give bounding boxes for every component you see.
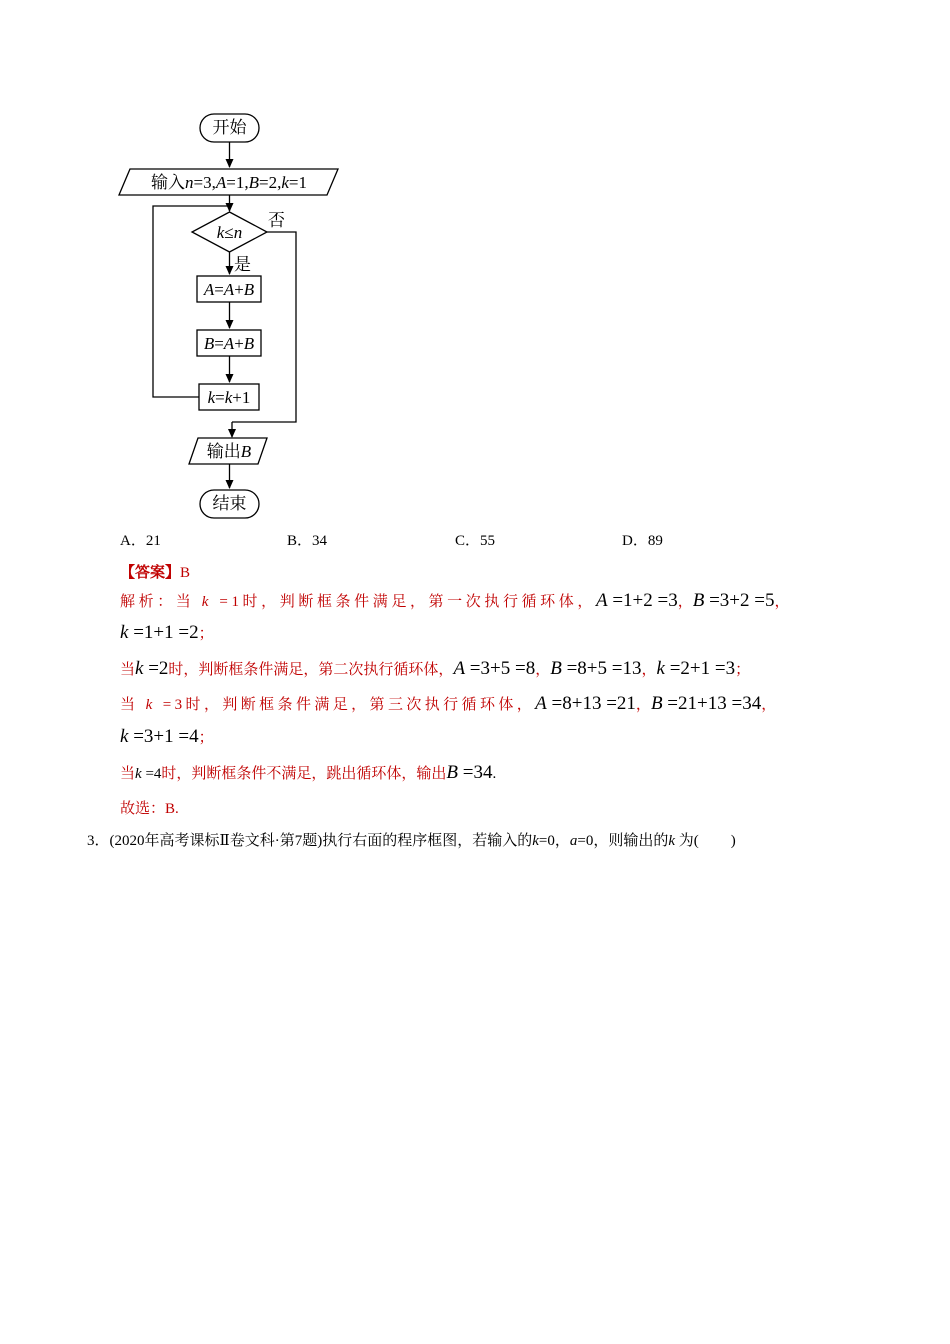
question-3: 3．(2020年高考课标Ⅱ卷文科·第7题)执行右面的程序框图，若输入的k=0，a=0，则输出的k 为( ) — [87, 833, 736, 849]
math-token: = — [214, 280, 224, 299]
start-label: 开始 — [212, 118, 247, 137]
answer-line — [120, 561, 190, 582]
question-number: 3． — [87, 833, 110, 849]
answer-value: B — [180, 565, 191, 581]
solution-line-1: 解析：当 k =1时，判断框条件满足，第一次执行循环体，A =1+2 =3，B =3+2 =5， — [120, 590, 790, 611]
math-token: B — [243, 334, 255, 353]
math-token: B — [248, 173, 259, 192]
math-token: k — [216, 223, 225, 242]
math-token: =1, — [226, 173, 249, 192]
solution-line-5: k =3+1 =4； — [120, 726, 214, 747]
option-d[interactable]: D．89 — [622, 533, 663, 549]
math-token: A — [203, 280, 215, 299]
solution-line-2: k =1+1 =2； — [120, 622, 214, 643]
math-token: =2, — [258, 173, 282, 192]
condition-label — [217, 223, 242, 242]
math-token: A — [223, 334, 235, 353]
solution-line-4: 当 k =3时，判断框条件满足，第三次执行循环体，A =8+13 =21，B =21+13 =34， — [120, 693, 777, 714]
math-token: + — [234, 280, 244, 299]
option-c[interactable]: C．55 — [455, 533, 496, 549]
end-label: 结束 — [212, 494, 247, 513]
math-token: B — [203, 334, 215, 353]
step2-label — [204, 334, 255, 353]
math-token: B — [243, 280, 255, 299]
answer-tag: 【答案】 — [120, 565, 181, 581]
math-token: A — [215, 173, 227, 192]
option-b[interactable]: B．34 — [287, 533, 328, 549]
step1-label — [203, 280, 255, 299]
solution-line-7: 故选：B. — [120, 801, 179, 817]
option-a[interactable]: A．21 — [120, 533, 161, 549]
math-token: +1 — [232, 388, 251, 407]
output-label: 输出B — [206, 442, 252, 461]
flowchart — [0, 0, 400, 530]
math-token: k — [224, 388, 233, 407]
math-token: A — [223, 280, 235, 299]
solution-line-3: 当k =2时，判断框条件满足，第二次执行循环体，A =3+5 =8，B =8+5 =13，k =2+1 =3； — [120, 658, 751, 679]
math-token: k — [207, 388, 216, 407]
solution-line-6: 当k =4时，判断框条件不满足，跳出循环体，输出B =34. — [120, 762, 497, 783]
math-token: + — [234, 334, 244, 353]
yes-label: 是 — [234, 255, 251, 274]
math-token: k — [281, 173, 289, 192]
input-label: 输入n=3,A=1,B=2,k=1 — [151, 173, 307, 192]
math-token: = — [215, 388, 225, 407]
math-token: =1 — [288, 173, 307, 192]
math-token: n — [233, 223, 243, 242]
math-token: = — [214, 334, 224, 353]
math-token: ≤ — [224, 223, 234, 242]
no-label: 否 — [268, 211, 285, 230]
step3-label — [208, 388, 251, 407]
math-token: =3, — [193, 173, 216, 192]
question-source: (2020年高考课标Ⅱ卷文科·第7题) — [109, 833, 323, 849]
math-token: n — [185, 173, 194, 192]
